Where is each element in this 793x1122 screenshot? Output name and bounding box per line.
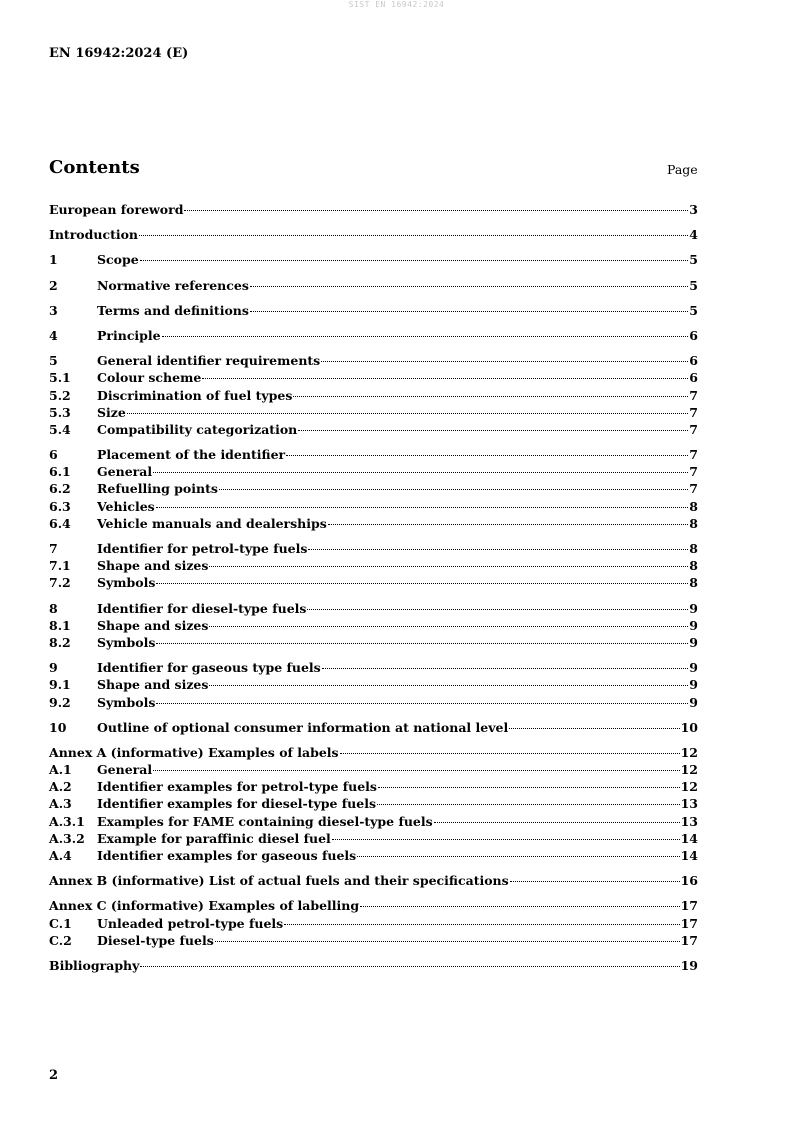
toc-entry-title: Size [97,404,126,420]
toc-entry-number: 6.2 [49,481,71,497]
toc-dot-leader [153,472,688,473]
toc-entry-title: Diesel-type fuels [97,932,214,948]
toc-entry-page: 7 [689,387,698,403]
toc-entry-number: 8.1 [49,617,71,633]
toc-dot-leader [378,787,680,788]
toc-entry-title: Refuelling points [97,481,218,497]
toc-entry-number: 3 [49,302,58,318]
toc-entry-number: A.4 [49,848,72,863]
toc-entry[interactable] [49,277,698,294]
toc-dot-leader [293,396,688,397]
toc-dot-leader [209,566,688,567]
toc-entry-number: C.1 [49,915,72,931]
toc-dot-leader [509,728,679,729]
toc-entry[interactable] [49,251,698,268]
toc-dot-leader [156,643,688,644]
toc-entry-title: Discrimination of fuel types [97,387,293,403]
toc-entry-title: General [97,464,153,480]
toc-entry-title: Vehicle manuals and dealerships [97,515,327,531]
toc-entry-title: Vehicles [97,498,155,514]
toc-dot-leader [322,668,689,669]
toc-entry-title: Placement of the identifier [97,447,286,463]
toc-entry-page: 7 [689,481,698,497]
toc-entry-title: Symbols [97,694,156,710]
toc-entry-page: 8 [689,498,698,514]
toc-dot-leader [127,413,688,414]
toc-dot-leader [162,336,689,337]
toc-entry-title: Outline of optional consumer information at national level [97,719,509,735]
toc-entry-number: 6 [49,447,58,463]
toc-entry-page: 9 [689,600,698,616]
toc-dot-leader [209,685,688,686]
toc-entry-number: 5.1 [49,370,71,386]
toc-dot-leader [307,609,688,610]
toc-entry[interactable] [49,634,698,651]
toc-entry[interactable] [49,226,698,243]
toc-entry-title: Identifier for gaseous type fuels [97,660,321,676]
toc-entry-page: 8 [689,558,698,574]
toc-dot-leader [156,703,688,704]
toc-dot-leader [250,286,688,287]
table-of-contents [49,201,698,974]
toc-dot-leader [328,524,689,525]
toc-entry-page: 13 [680,796,698,812]
toc-entry-page: 17 [680,932,698,948]
toc-entry-page: 16 [680,873,698,889]
toc-entry-title: Identifier for diesel-type fuels [97,600,307,616]
toc-entry-page: 7 [689,447,698,463]
toc-entry-number: 6.3 [49,498,71,514]
toc-entry-page: 13 [680,813,698,829]
toc-entry-title: Symbols [97,634,156,650]
page-column-heading: Page [667,162,698,177]
toc-entry[interactable] [49,847,698,864]
toc-entry[interactable] [49,387,698,404]
toc-entry-page: 5 [689,302,698,318]
toc-entry-number: 10 [49,719,67,735]
toc-entry-number: 5 [49,353,58,369]
toc-entry[interactable] [49,201,698,218]
toc-dot-leader [202,378,688,379]
toc-entry[interactable] [49,830,698,847]
toc-dot-leader [434,822,680,823]
toc-entry-title: Identifier examples for gaseous fuels [97,848,357,863]
toc-entry-title: Scope [97,252,139,268]
toc-entry-number: 5.3 [49,404,71,420]
toc-entry-title: Annex A (informative) Examples of labels [49,744,339,760]
toc-entry[interactable] [49,719,698,736]
toc-dot-leader [250,311,688,312]
toc-entry-page: 14 [680,830,698,846]
toc-entry-number: 7.1 [49,558,71,574]
toc-entry-page: 5 [689,252,698,268]
toc-entry-number: 7.2 [49,575,71,591]
toc-entry-number: 5.2 [49,387,71,403]
toc-entry-page: 17 [680,915,698,931]
toc-entry[interactable] [49,557,698,574]
toc-entry-title: Shape and sizes [97,677,209,693]
toc-entry[interactable] [49,498,698,515]
toc-dot-leader [140,966,679,967]
toc-entry-page: 8 [689,515,698,531]
toc-entry[interactable] [49,915,698,932]
toc-dot-leader [284,924,679,925]
toc-dot-leader [510,881,680,882]
toc-entry-number: 8.2 [49,634,71,650]
toc-entry-number: 9.1 [49,677,71,693]
toc-dot-leader [209,626,688,627]
toc-dot-leader [184,210,688,211]
toc-entry[interactable] [49,574,698,591]
toc-entry[interactable] [49,352,698,369]
toc-entry-number: 7 [49,541,58,556]
toc-entry-title: Compatibility categorization [97,421,298,437]
toc-entry-title: Introduction [49,227,139,243]
toc-entry-page: 12 [680,744,698,760]
toc-entry-number: 5.4 [49,421,71,437]
toc-entry-title: European foreword [49,202,184,217]
toc-entry-page: 6 [689,370,698,386]
toc-entry-page: 7 [689,464,698,480]
toc-entry[interactable] [49,744,698,761]
toc-entry-page: 8 [689,575,698,591]
toc-entry[interactable] [49,302,698,319]
toc-dot-leader [156,507,689,508]
toc-entry-title: Annex C (informative) Examples of labelling [49,898,360,914]
toc-dot-leader [140,260,689,261]
toc-entry-number: A.3 [49,796,72,812]
toc-entry-page: 9 [689,617,698,633]
toc-entry-title: Colour scheme [97,370,202,386]
toc-entry-page: 14 [680,848,698,863]
toc-entry[interactable] [49,480,698,497]
toc-entry-page: 9 [689,694,698,710]
toc-entry-number: 9.2 [49,694,71,710]
toc-entry-number: 6.4 [49,515,71,531]
toc-entry-page: 12 [680,779,698,795]
toc-entry-title: Example for paraffinic diesel fuel [97,830,331,846]
toc-entry-title: General identifier requirements [97,353,321,369]
toc-entry[interactable] [49,617,698,634]
toc-entry-page: 6 [689,327,698,343]
toc-entry-page: 3 [689,202,698,217]
toc-entry[interactable] [49,761,698,778]
toc-entry[interactable] [49,540,698,557]
toc-entry-page: 9 [689,677,698,693]
document-id: EN 16942:2024 (E) [49,46,189,61]
toc-entry-title: Identifier examples for diesel-type fuels [97,796,376,812]
contents-heading: Contents [49,157,140,178]
toc-entry-page: 9 [689,634,698,650]
toc-dot-leader [298,430,688,431]
toc-entry-number: 4 [49,327,58,343]
toc-entry-page: 17 [680,898,698,914]
watermark: SIST EN 16942:2024 [348,0,445,9]
toc-entry[interactable] [49,694,698,711]
toc-entry-title: Symbols [97,575,156,591]
toc-entry-number: C.2 [49,932,72,948]
toc-entry-number: 9 [49,660,58,676]
toc-dot-leader [156,583,688,584]
toc-entry-title: Principle [97,327,161,343]
toc-entry-number: A.3.2 [49,830,85,846]
toc-dot-leader [340,753,680,754]
toc-entry-page: 6 [689,353,698,369]
toc-entry-number: A.1 [49,762,72,778]
toc-entry-page: 7 [689,404,698,420]
toc-entry-title: Terms and definitions [97,302,249,318]
toc-entry[interactable] [49,404,698,421]
toc-entry[interactable] [49,659,698,676]
toc-entry-title: Shape and sizes [97,617,209,633]
toc-entry-title: General [97,762,153,778]
toc-dot-leader [308,549,688,550]
toc-dot-leader [286,455,688,456]
toc-dot-leader [332,839,680,840]
toc-entry-page: 12 [680,762,698,778]
toc-entry-title: Annex B (informative) List of actual fuels and their specifications [49,873,509,889]
toc-entry[interactable] [49,813,698,830]
toc-dot-leader [139,235,688,236]
toc-entry-page: 8 [689,541,698,556]
toc-entry[interactable] [49,795,698,812]
toc-dot-leader [360,906,679,907]
toc-entry-number: A.3.1 [49,813,85,829]
toc-entry[interactable] [49,515,698,532]
toc-entry-number: 6.1 [49,464,71,480]
toc-dot-leader [357,856,679,857]
toc-dot-leader [377,804,680,805]
toc-entry[interactable] [49,463,698,480]
toc-entry-title: Examples for FAME containing diesel-type fuels [97,813,433,829]
toc-dot-leader [153,770,679,771]
toc-entry-page: 19 [680,957,698,973]
toc-entry[interactable] [49,421,698,438]
toc-entry[interactable] [49,897,698,914]
toc-entry-number: 1 [49,252,58,268]
toc-entry-number: A.2 [49,779,72,795]
toc-dot-leader [215,941,680,942]
toc-entry-title: Bibliography [49,957,140,973]
toc-entry-title: Shape and sizes [97,558,209,574]
toc-entry-title: Unleaded petrol-type fuels [97,915,284,931]
toc-entry-title: Normative references [97,277,249,293]
toc-entry-page: 7 [689,421,698,437]
toc-entry[interactable] [49,957,698,974]
toc-entry[interactable] [49,327,698,344]
toc-entry-page: 5 [689,277,698,293]
toc-entry-page: 10 [680,719,698,735]
toc-entry[interactable] [49,369,698,386]
toc-entry[interactable] [49,932,698,949]
toc-entry[interactable] [49,676,698,693]
toc-entry-number: 8 [49,600,58,616]
toc-entry-title: Identifier for petrol-type fuels [97,541,308,556]
toc-entry-page: 4 [689,227,698,243]
toc-entry-page: 9 [689,660,698,676]
toc-entry[interactable] [49,872,698,889]
toc-entry[interactable] [49,446,698,463]
toc-entry[interactable] [49,778,698,795]
toc-entry[interactable] [49,600,698,617]
toc-dot-leader [321,361,688,362]
page-number: 2 [49,1068,59,1083]
toc-dot-leader [219,489,688,490]
toc-entry-title: Identifier examples for petrol-type fuels [97,779,377,795]
toc-entry-number: 2 [49,277,58,293]
